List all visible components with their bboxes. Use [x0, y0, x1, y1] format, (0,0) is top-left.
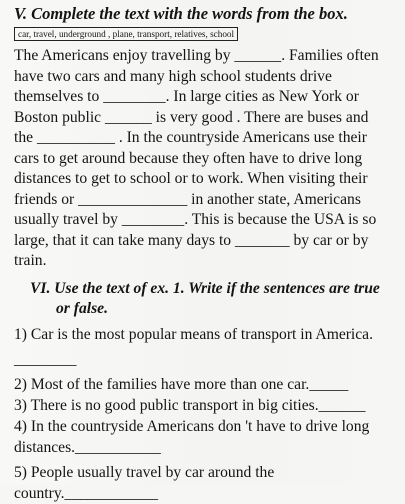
- passage-line: Boston public ______ is very good . There are buses and: [14, 108, 369, 126]
- passage-line: train.: [14, 252, 47, 269]
- exercise-5-heading: V. Complete the text with the words from the box.: [14, 4, 348, 23]
- passage-line: themselves to ________. In large cities as New York or: [14, 88, 359, 105]
- statement-5: 5) People usually travel by car around the: [14, 463, 275, 481]
- passage-line: cars to get around because they often have to drive long: [14, 149, 363, 167]
- exercise-6-heading-line: VI. Use the text of ex. 1. Write if the sentences are true: [30, 279, 380, 297]
- statement-2: 2) Most of the families have more than one car._____: [14, 375, 349, 393]
- exercise-6-statements: [14, 324, 393, 504]
- statement-4-continuation: distances.___________: [14, 438, 161, 456]
- passage-line: distances to get to school or to work. When visiting their: [14, 170, 368, 187]
- statement-5-continuation: country.____________: [14, 484, 159, 502]
- exercise-6-heading: [30, 279, 393, 319]
- exercise-5-passage: [14, 46, 393, 272]
- statement-1-answer-blank: ________: [14, 350, 77, 368]
- passage-line: The Americans enjoy travelling by ______. Families often: [14, 47, 379, 64]
- statement-3: 3) There is no good public transport in big cities.______: [14, 396, 366, 414]
- exercise-6-heading-line: or false.: [56, 299, 108, 317]
- passage-line: friends or ______________ in another state, Americans: [14, 190, 361, 208]
- passage-line: large, that it can take many days to _______ by car or by: [14, 231, 369, 249]
- statement-4: 4) In the countryside Americans don 't have to drive long: [14, 417, 370, 435]
- word-box: car, travel, underground , plane, transport, relatives, school: [14, 27, 238, 41]
- passage-line: have two cars and many high school students drive: [14, 67, 332, 85]
- passage-line: the __________ . In the countryside Americans use their: [14, 129, 367, 146]
- statement-1: 1) Car is the most popular means of transport in America.: [14, 325, 374, 343]
- passage-line: usually travel by ________. This is because the USA is so: [14, 211, 377, 228]
